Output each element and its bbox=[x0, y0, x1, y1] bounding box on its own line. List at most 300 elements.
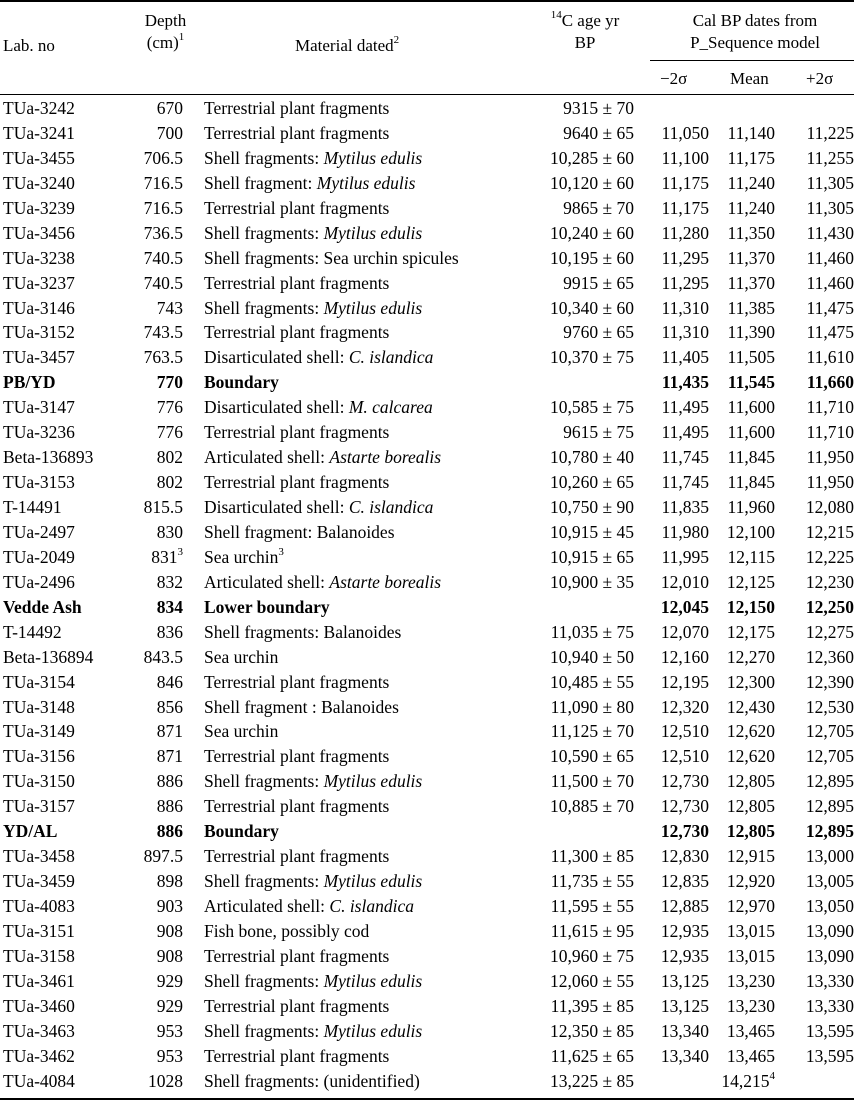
cal-mean-value: 13,230 bbox=[726, 970, 775, 991]
table-row bbox=[0, 645, 856, 670]
lab-no-cell: TUa-3238 bbox=[3, 247, 75, 268]
material-cell bbox=[204, 1069, 420, 1093]
cal-mean-cell bbox=[728, 395, 775, 419]
table-row bbox=[0, 146, 856, 171]
cal-mean-cell bbox=[728, 345, 775, 369]
cal-mean-value: 11,600 bbox=[727, 397, 775, 418]
depth-value: 832 bbox=[156, 571, 183, 592]
depth-cell bbox=[157, 1044, 183, 1068]
header-lab-text: Lab. no bbox=[3, 36, 55, 55]
cal-minus-2sigma-cell: 12,935 bbox=[660, 945, 709, 966]
lab-no-cell: TUa-3461 bbox=[3, 970, 75, 991]
cal-plus-2sigma-cell: 11,475 bbox=[806, 297, 854, 318]
depth-value: 831 bbox=[151, 546, 178, 567]
cal-mean-cell bbox=[728, 320, 775, 344]
cal-minus-2sigma-cell: 11,175 bbox=[661, 172, 709, 193]
material-taxon: Astarte borealis bbox=[329, 571, 442, 592]
material-cell bbox=[204, 869, 422, 893]
table-row bbox=[0, 670, 856, 695]
c14-age-cell: 9915 ± 65 bbox=[563, 272, 634, 293]
cal-mean-value: 12,805 bbox=[726, 821, 775, 842]
material-taxon: C. islandica bbox=[348, 497, 434, 517]
depth-cell bbox=[157, 96, 183, 120]
cal-plus-2sigma-cell: 12,705 bbox=[805, 721, 854, 742]
material-text: Terrestrial plant fragments bbox=[204, 1045, 390, 1066]
c14-age-cell: 12,350 ± 85 bbox=[550, 1020, 634, 1041]
material-taxon: Mytilus edulis bbox=[323, 1020, 423, 1041]
cal-mean-cell bbox=[727, 645, 775, 669]
material-footnote: 3 bbox=[278, 546, 284, 559]
depth-value: 871 bbox=[156, 721, 183, 742]
cal-minus-2sigma-cell: 12,935 bbox=[660, 920, 709, 941]
cal-minus-2sigma-cell: 11,745 bbox=[661, 447, 709, 468]
depth-cell bbox=[144, 271, 183, 295]
lab-no-cell: T-14491 bbox=[3, 497, 62, 517]
lab-no-cell: Beta-136894 bbox=[3, 646, 94, 667]
cal-plus-2sigma-cell: 11,610 bbox=[806, 347, 854, 368]
lab-no-cell: YD/AL bbox=[3, 821, 58, 842]
depth-value: 670 bbox=[156, 98, 183, 118]
depth-cell bbox=[157, 744, 183, 768]
cal-minus-2sigma-cell: 11,405 bbox=[661, 347, 709, 368]
cal-mean-value: 11,390 bbox=[727, 322, 775, 343]
depth-cell bbox=[144, 246, 183, 270]
c14-age-cell: 10,940 ± 50 bbox=[550, 646, 634, 667]
depth-value: 871 bbox=[156, 746, 183, 767]
material-cell bbox=[204, 595, 330, 619]
cal-mean-cell bbox=[727, 794, 775, 818]
cal-mean-value: 11,370 bbox=[727, 272, 775, 293]
cal-minus-2sigma-cell: 12,830 bbox=[660, 846, 709, 867]
depth-cell bbox=[151, 545, 183, 569]
depth-cell bbox=[144, 345, 183, 369]
cal-mean-value: 11,140 bbox=[727, 122, 775, 143]
table-row bbox=[0, 1044, 856, 1069]
cal-minus-2sigma-cell: 11,310 bbox=[661, 297, 709, 318]
c14-age-cell: 10,120 ± 60 bbox=[550, 172, 634, 193]
cal-plus-2sigma-cell: 12,895 bbox=[805, 771, 854, 792]
cal-mean-cell bbox=[727, 570, 775, 594]
table-row bbox=[0, 96, 856, 121]
lab-no-cell: TUa-2496 bbox=[3, 571, 75, 592]
header-mean bbox=[730, 68, 769, 90]
cal-minus-2sigma-cell: 11,295 bbox=[661, 247, 709, 268]
cal-mean-value: 11,600 bbox=[727, 422, 775, 443]
cal-mean-value: 11,960 bbox=[727, 497, 775, 517]
boundary-row bbox=[0, 819, 856, 844]
cal-mean-cell bbox=[727, 520, 775, 544]
header-age-isotope: 14 bbox=[550, 9, 562, 22]
lab-no-cell: TUa-3150 bbox=[3, 771, 75, 792]
c14-age-cell: 12,060 ± 55 bbox=[550, 970, 634, 991]
c14-age-cell: 11,090 ± 80 bbox=[550, 696, 634, 717]
cal-minus-2sigma-cell: 11,495 bbox=[661, 422, 709, 443]
cal-mean-cell bbox=[727, 994, 775, 1018]
depth-cell bbox=[157, 395, 183, 419]
depth-value: 846 bbox=[156, 671, 183, 692]
cal-mean-value: 12,920 bbox=[726, 871, 775, 892]
cal-mean-value: 12,620 bbox=[726, 746, 775, 767]
c14-age-cell: 10,780 ± 40 bbox=[550, 447, 634, 468]
cal-minus-2sigma-cell: 11,995 bbox=[661, 546, 709, 567]
cal-minus-2sigma-cell: 11,295 bbox=[661, 272, 709, 293]
c14-age-cell: 10,885 ± 70 bbox=[550, 796, 634, 817]
depth-value: 898 bbox=[156, 871, 183, 892]
material-text: Boundary bbox=[204, 372, 279, 393]
c14-age-cell: 11,395 ± 85 bbox=[550, 995, 634, 1016]
material-taxon: Mytilus edulis bbox=[323, 970, 423, 991]
depth-cell bbox=[148, 1069, 183, 1093]
cal-mean-value: 11,545 bbox=[727, 372, 775, 393]
c14-age-cell: 10,585 ± 75 bbox=[550, 397, 634, 418]
cal-mean-value: 12,100 bbox=[726, 521, 775, 542]
table-row bbox=[0, 246, 856, 271]
lab-no-cell: TUa-3146 bbox=[3, 297, 75, 318]
material-cell bbox=[204, 146, 422, 170]
header-lab-no bbox=[3, 35, 55, 57]
material-cell bbox=[204, 296, 422, 320]
c14-age-cell: 11,500 ± 70 bbox=[550, 771, 634, 792]
cal-minus-2sigma-cell: 11,980 bbox=[661, 521, 709, 542]
table-body bbox=[0, 96, 856, 1094]
depth-cell bbox=[157, 894, 183, 918]
c14-age-cell: 10,960 ± 75 bbox=[550, 945, 634, 966]
cal-plus-2sigma-cell: 11,225 bbox=[806, 122, 854, 143]
cal-plus-2sigma-cell: 11,460 bbox=[806, 247, 854, 268]
cal-minus-2sigma-cell: 11,310 bbox=[661, 322, 709, 343]
depth-value: 815.5 bbox=[143, 497, 183, 517]
depth-value: 700 bbox=[156, 122, 183, 143]
cal-mean-cell bbox=[728, 246, 775, 270]
material-taxon: C. islandica bbox=[348, 347, 434, 368]
table-row bbox=[0, 944, 856, 969]
table-row bbox=[0, 395, 856, 420]
table-row bbox=[0, 1019, 856, 1044]
table-row bbox=[0, 869, 856, 894]
depth-cell bbox=[157, 370, 183, 394]
table-row bbox=[0, 719, 856, 744]
material-cell bbox=[204, 495, 433, 519]
cal-minus-2sigma-cell: 12,730 bbox=[660, 796, 709, 817]
lab-no-cell: TUa-3455 bbox=[3, 147, 75, 168]
material-text: Shell fragments: bbox=[204, 970, 324, 991]
material-text: Sea urchin bbox=[204, 721, 279, 742]
depth-cell bbox=[157, 994, 183, 1018]
depth-cell bbox=[144, 196, 183, 220]
cal-mean-cell bbox=[727, 1019, 775, 1043]
lab-no-cell: TUa-4084 bbox=[3, 1070, 75, 1091]
material-taxon: Mytilus edulis bbox=[323, 147, 423, 168]
cal-mean-cell bbox=[728, 445, 775, 469]
cal-plus-2sigma-cell: 12,390 bbox=[805, 671, 854, 692]
cal-plus-2sigma-cell: 11,710 bbox=[806, 422, 854, 443]
cal-minus-2sigma-cell: 11,435 bbox=[661, 372, 709, 393]
table-row bbox=[0, 470, 856, 495]
header-age-line1 bbox=[540, 10, 630, 32]
cal-minus-2sigma-cell: 12,510 bbox=[660, 746, 709, 767]
depth-value: 716.5 bbox=[143, 172, 183, 193]
header-age-text: C age yr bbox=[561, 11, 620, 30]
cal-plus-2sigma-cell: 12,895 bbox=[805, 796, 854, 817]
cal-mean-value: 13,465 bbox=[726, 1045, 775, 1066]
cal-mean-cell bbox=[728, 545, 775, 569]
header-plus-2sigma-text: +2σ bbox=[806, 69, 834, 88]
c14-age-cell: 10,240 ± 60 bbox=[550, 222, 634, 243]
cal-mean-cell bbox=[727, 744, 775, 768]
cal-plus-2sigma-cell: 13,050 bbox=[805, 896, 854, 916]
header-material bbox=[295, 35, 399, 57]
depth-value: 740.5 bbox=[143, 272, 183, 293]
cal-plus-2sigma-cell: 12,215 bbox=[805, 521, 854, 542]
cal-plus-2sigma-cell: 12,895 bbox=[805, 821, 854, 842]
depth-cell bbox=[157, 695, 183, 719]
depth-value: 706.5 bbox=[143, 147, 183, 168]
c14-age-cell: 11,300 ± 85 bbox=[550, 846, 634, 867]
cal-mean-value: 12,300 bbox=[726, 671, 775, 692]
table-row bbox=[0, 969, 856, 994]
c14-age-cell: 11,125 ± 70 bbox=[550, 721, 634, 742]
depth-value: 1028 bbox=[148, 1070, 183, 1091]
depth-value: 897.5 bbox=[143, 846, 183, 867]
material-text: Articulated shell: bbox=[204, 447, 330, 468]
cal-minus-2sigma-cell: 13,125 bbox=[660, 970, 709, 991]
cal-mean-cell bbox=[727, 1044, 775, 1068]
depth-cell bbox=[144, 495, 183, 519]
depth-cell bbox=[157, 919, 183, 943]
lab-no-cell: TUa-3456 bbox=[3, 222, 75, 243]
depth-cell bbox=[144, 844, 183, 868]
c14-age-cell: 11,615 ± 95 bbox=[550, 920, 634, 941]
header-depth-unit: (cm) bbox=[146, 33, 179, 52]
cal-mean-cell bbox=[727, 944, 775, 968]
cal-minus-2sigma-cell: 11,495 bbox=[661, 397, 709, 418]
lab-no-cell: TUa-3151 bbox=[3, 920, 75, 941]
material-cell bbox=[204, 570, 441, 594]
material-text: Shell fragments: bbox=[204, 147, 324, 168]
header-material-footnote: 2 bbox=[393, 34, 400, 47]
depth-value: 929 bbox=[156, 970, 183, 991]
lab-no-cell: TUa-3154 bbox=[3, 671, 75, 692]
cal-plus-2sigma-cell: 13,005 bbox=[805, 871, 854, 892]
depth-value: 770 bbox=[156, 372, 183, 393]
cal-mean-cell bbox=[728, 271, 775, 295]
header-material-text: Material dated bbox=[295, 36, 394, 55]
material-cell bbox=[204, 670, 389, 694]
cal-plus-2sigma-cell: 13,595 bbox=[805, 1020, 854, 1041]
lab-no-cell: Vedde Ash bbox=[3, 596, 82, 617]
material-cell bbox=[204, 121, 389, 145]
cal-mean-value: 11,350 bbox=[727, 222, 775, 243]
lab-no-cell: TUa-3457 bbox=[3, 347, 75, 368]
cal-mean-cell bbox=[727, 844, 775, 868]
material-text: Terrestrial plant fragments bbox=[204, 472, 390, 493]
c14-age-cell: 9315 ± 70 bbox=[563, 98, 634, 118]
material-text: Shell fragments: bbox=[204, 1020, 324, 1041]
cal-mean-cell bbox=[727, 769, 775, 793]
material-text: Shell fragments: Sea urchin spicules bbox=[204, 247, 459, 268]
cal-mean-value: 11,370 bbox=[727, 247, 775, 268]
c14-age-cell: 9615 ± 75 bbox=[563, 422, 634, 443]
material-text: Fish bone, possibly cod bbox=[204, 920, 370, 941]
c14-age-cell: 10,485 ± 55 bbox=[550, 671, 634, 692]
table-row bbox=[0, 196, 856, 221]
depth-cell bbox=[157, 869, 183, 893]
cal-mean-value: 12,805 bbox=[726, 796, 775, 817]
top-rule bbox=[0, 0, 854, 2]
cal-plus-2sigma-cell: 13,330 bbox=[805, 970, 854, 991]
cal-mean-value: 11,385 bbox=[727, 297, 775, 318]
material-cell bbox=[204, 1044, 389, 1068]
material-taxon: M. calcarea bbox=[348, 397, 433, 418]
material-text: Articulated shell: bbox=[204, 571, 330, 592]
c14-age-cell: 13,225 ± 85 bbox=[550, 1070, 634, 1091]
cal-plus-2sigma-cell: 12,250 bbox=[805, 596, 854, 617]
lab-no-cell: TUa-3147 bbox=[3, 397, 75, 418]
cal-mean-value: 12,915 bbox=[726, 846, 775, 867]
material-text: Terrestrial plant fragments bbox=[204, 322, 390, 343]
lab-no-cell: TUa-3241 bbox=[3, 122, 75, 143]
lab-no-cell: TUa-3239 bbox=[3, 197, 75, 218]
depth-value: 802 bbox=[156, 447, 183, 468]
cal-mean-cell bbox=[728, 221, 775, 245]
material-text: Terrestrial plant fragments bbox=[204, 197, 390, 218]
lab-no-cell: TUa-3149 bbox=[3, 721, 75, 742]
table-row bbox=[0, 695, 856, 720]
material-text: Disarticulated shell: bbox=[204, 397, 349, 418]
cal-mean-value: 12,150 bbox=[726, 596, 775, 617]
cal-minus-2sigma-cell: 13,340 bbox=[660, 1045, 709, 1066]
lab-no-cell: TUa-3157 bbox=[3, 796, 75, 817]
material-taxon: Mytilus edulis bbox=[323, 297, 423, 318]
material-cell bbox=[204, 395, 433, 419]
cal-mean-cell bbox=[727, 894, 775, 918]
material-cell bbox=[204, 894, 414, 918]
material-cell bbox=[204, 320, 389, 344]
lab-no-cell: TUa-3463 bbox=[3, 1020, 75, 1041]
material-cell bbox=[204, 944, 389, 968]
lab-no-cell: TUa-3236 bbox=[3, 422, 75, 443]
header-depth-line2 bbox=[138, 32, 193, 54]
cal-plus-2sigma-cell: 12,360 bbox=[805, 646, 854, 667]
depth-cell bbox=[157, 1019, 183, 1043]
header-age bbox=[540, 10, 630, 54]
table-row bbox=[0, 296, 856, 321]
material-text: Shell fragments: Balanoides bbox=[204, 621, 402, 642]
material-text: Shell fragments: (unidentified) bbox=[204, 1070, 420, 1091]
lab-no-cell: TUa-3148 bbox=[3, 696, 75, 717]
depth-cell bbox=[157, 570, 183, 594]
table-row bbox=[0, 171, 856, 196]
material-cell bbox=[204, 794, 389, 818]
material-taxon: Mytilus edulis bbox=[323, 871, 423, 892]
cal-plus-2sigma-cell: 12,230 bbox=[805, 571, 854, 592]
lab-no-cell: PB/YD bbox=[3, 372, 56, 393]
cal-mean-value: 13,015 bbox=[726, 945, 775, 966]
depth-value: 740.5 bbox=[143, 247, 183, 268]
material-cell bbox=[204, 196, 389, 220]
cal-mean-cell bbox=[728, 196, 775, 220]
depth-value: 908 bbox=[156, 945, 183, 966]
cal-mean-value: 12,125 bbox=[726, 571, 775, 592]
lab-no-cell: TUa-3240 bbox=[3, 172, 75, 193]
lab-no-cell: TUa-2049 bbox=[3, 546, 75, 567]
material-cell bbox=[204, 445, 441, 469]
lab-no-cell: TUa-3462 bbox=[3, 1045, 75, 1066]
cal-plus-2sigma-cell: 11,430 bbox=[806, 222, 854, 243]
table-row bbox=[0, 495, 856, 520]
cal-mean-value: 12,620 bbox=[726, 721, 775, 742]
material-text: Shell fragments: bbox=[204, 222, 324, 243]
header-cal-line2: P_Sequence model bbox=[690, 33, 820, 52]
depth-cell bbox=[157, 670, 183, 694]
cal-minus-2sigma-cell: 11,280 bbox=[661, 222, 709, 243]
cal-mean-cell bbox=[727, 595, 775, 619]
c14-age-cell: 10,590 ± 65 bbox=[550, 746, 634, 767]
depth-cell bbox=[157, 944, 183, 968]
cal-mean-cell bbox=[727, 819, 775, 843]
depth-value: 763.5 bbox=[143, 347, 183, 368]
lab-no-cell: TUa-3152 bbox=[3, 322, 75, 343]
material-text: Terrestrial plant fragments bbox=[204, 796, 390, 817]
cal-minus-2sigma-cell: 12,835 bbox=[660, 871, 709, 892]
material-text: Sea urchin bbox=[204, 646, 279, 667]
depth-value: 886 bbox=[156, 821, 183, 842]
header-age-line2: BP bbox=[574, 33, 596, 52]
material-text: Terrestrial plant fragments bbox=[204, 995, 390, 1016]
depth-cell bbox=[157, 470, 183, 494]
material-cell bbox=[204, 420, 389, 444]
header-depth-line1: Depth bbox=[144, 11, 187, 30]
material-cell bbox=[204, 819, 279, 843]
cal-mean-cell bbox=[728, 495, 775, 519]
material-text: Terrestrial plant fragments bbox=[204, 746, 390, 767]
cal-mean-cell bbox=[728, 470, 775, 494]
depth-value: 903 bbox=[156, 896, 183, 916]
c14-age-cell: 10,195 ± 60 bbox=[550, 247, 634, 268]
material-text: Sea urchin bbox=[204, 546, 279, 567]
material-taxon: Mytilus edulis bbox=[323, 771, 423, 792]
cal-plus-2sigma-cell: 13,000 bbox=[805, 846, 854, 867]
lab-no-cell: TUa-3460 bbox=[3, 995, 75, 1016]
material-text: Terrestrial plant fragments bbox=[204, 945, 390, 966]
material-text: Shell fragment : Balanoides bbox=[204, 696, 399, 717]
material-text: Shell fragments: bbox=[204, 771, 324, 792]
cal-plus-2sigma-cell: 11,305 bbox=[806, 172, 854, 193]
c14-age-cell: 10,750 ± 90 bbox=[550, 497, 634, 517]
depth-value: 736.5 bbox=[143, 222, 183, 243]
material-text: Shell fragment: Balanoides bbox=[204, 521, 395, 542]
cal-mean-value: 12,430 bbox=[726, 696, 775, 717]
cal-mean-value: 12,270 bbox=[726, 646, 775, 667]
cal-minus-2sigma-cell: 12,045 bbox=[660, 596, 709, 617]
c14-age-cell: 10,900 ± 35 bbox=[550, 571, 634, 592]
cal-mean-cell bbox=[727, 620, 775, 644]
depth-value: 802 bbox=[156, 472, 183, 493]
cal-minus-2sigma-cell: 12,730 bbox=[660, 821, 709, 842]
cal-mean-value: 11,505 bbox=[727, 347, 775, 368]
cal-mean-value: 12,175 bbox=[726, 621, 775, 642]
cal-plus-2sigma-cell: 12,275 bbox=[805, 621, 854, 642]
c14-age-cell: 11,595 ± 55 bbox=[550, 896, 634, 916]
cal-mean-cell bbox=[728, 171, 775, 195]
cal-mean-footnote: 4 bbox=[769, 1069, 775, 1082]
material-cell bbox=[204, 370, 279, 394]
cal-plus-2sigma-cell: 11,255 bbox=[806, 147, 854, 168]
c14-age-cell: 10,915 ± 45 bbox=[550, 521, 634, 542]
cal-minus-2sigma-cell: 11,100 bbox=[661, 147, 709, 168]
cal-minus-2sigma-cell: 12,510 bbox=[660, 721, 709, 742]
depth-cell bbox=[157, 520, 183, 544]
